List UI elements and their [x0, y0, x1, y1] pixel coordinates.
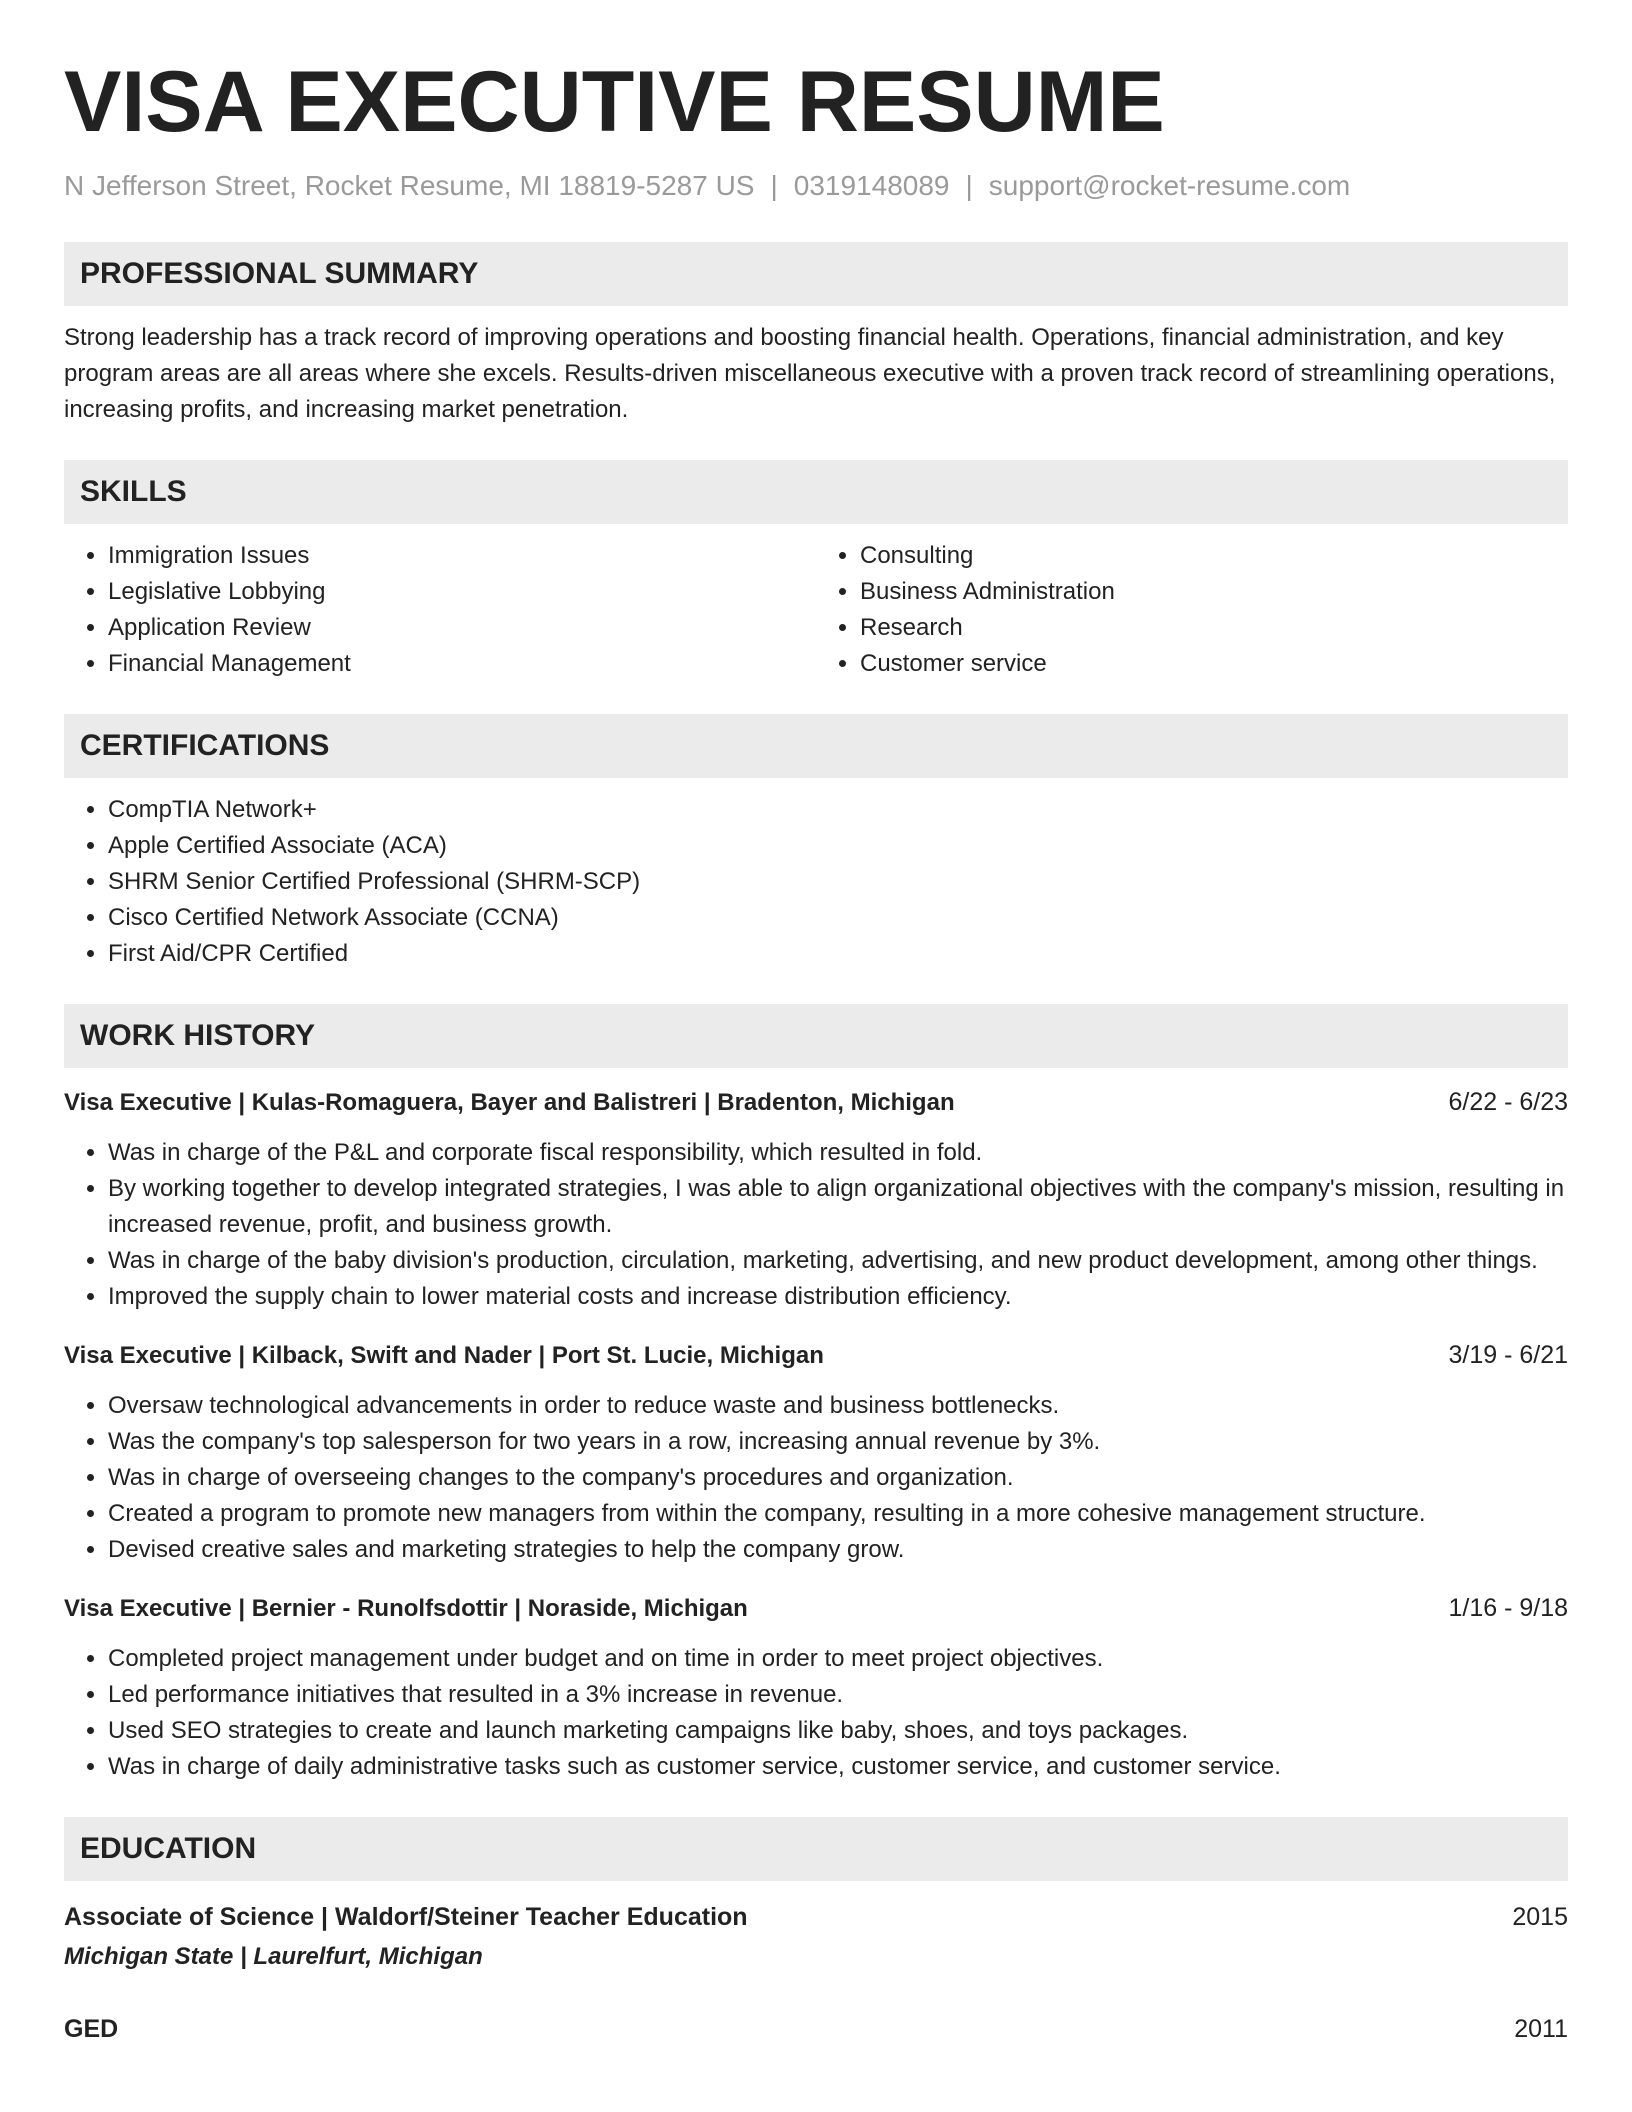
- job-bullets: [64, 1388, 1568, 1568]
- skill-item: • Financial Management: [108, 646, 816, 682]
- job-header: [64, 1590, 1568, 1627]
- skill-item: • Business Administration: [860, 574, 1568, 610]
- contact-separator: |: [770, 170, 778, 201]
- contact-line: [64, 168, 1568, 204]
- contact-email[interactable]: support@rocket-resume.com: [988, 170, 1351, 201]
- education-degree: GED: [64, 2015, 119, 2043]
- job-title: Visa Executive | Kulas-Romaguera, Bayer and Balistreri | Bradenton, Michigan: [64, 1089, 955, 1116]
- job-bullet: • Led performance initiatives that resulted in a 3% increase in revenue.: [108, 1677, 1568, 1713]
- skill-item: • Research: [860, 610, 1568, 646]
- certification-item: • Cisco Certified Network Associate (CCNA): [108, 900, 1568, 936]
- skill-item: • Legislative Lobbying: [108, 574, 816, 610]
- education-year: 2015: [1512, 1903, 1568, 1931]
- job-bullet: • Completed project management under budget and on time in order to meet project objectives.: [108, 1641, 1568, 1677]
- job-bullet: • Oversaw technological advancements in order to reduce waste and business bottlenecks.: [108, 1388, 1568, 1424]
- certification-item: • First Aid/CPR Certified: [108, 936, 1568, 972]
- job-bullets: [64, 1641, 1568, 1785]
- job-bullet: • Was in charge of the P&L and corporate fiscal responsibility, which resulted in fold.: [108, 1135, 1568, 1171]
- certification-item: • SHRM Senior Certified Professional (SHRM-SCP): [108, 864, 1568, 900]
- resume-title: VISA EXECUTIVE RESUME: [64, 54, 1165, 150]
- section-heading-summary: PROFESSIONAL SUMMARY: [64, 242, 1568, 306]
- job-bullet: • Was the company's top salesperson for two years in a row, increasing annual revenue by 3%.: [108, 1424, 1568, 1460]
- certification-item: • Apple Certified Associate (ACA): [108, 828, 1568, 864]
- job-dates: 3/19 - 6/21: [1448, 1341, 1568, 1369]
- section-heading-work-history: WORK HISTORY: [64, 1004, 1568, 1068]
- job-bullet: • By working together to develop integrated strategies, I was able to align organizational objectives with the company's mission, resulting in increased revenue, profit, and business growth.: [108, 1171, 1568, 1243]
- section-heading-certifications: CERTIFICATIONS: [64, 714, 1568, 778]
- job-header: [64, 1337, 1568, 1374]
- contact-phone: 0319148089: [793, 170, 950, 201]
- summary-text: Strong leadership has a track record of improving operations and boosting financial health. Operations, financial administration, and key program areas are all areas where she excels. Results-driven miscellaneous executive with a proven track record of streamlining operations, increasing profits, and increasing market penetration.: [64, 324, 1556, 423]
- job-dates: 1/16 - 9/18: [1448, 1594, 1568, 1622]
- education-header: [64, 1899, 1568, 1935]
- skills-list-left: [64, 538, 816, 682]
- job-bullet: • Was in charge of the baby division's production, circulation, marketing, advertising, and new product development, among other things.: [108, 1243, 1568, 1279]
- job-title: Visa Executive | Bernier - Runolfsdottir | Noraside, Michigan: [64, 1595, 748, 1622]
- job-dates: 6/22 - 6/23: [1448, 1088, 1568, 1116]
- certifications-list: [64, 792, 1568, 972]
- education-header: [64, 2011, 1568, 2047]
- job-bullet: • Created a program to promote new managers from within the company, resulting in a more cohesive management structure.: [108, 1496, 1568, 1532]
- skills-columns: [64, 538, 1568, 682]
- skill-item: • Customer service: [860, 646, 1568, 682]
- education-year: 2011: [1514, 2015, 1568, 2043]
- certification-item: • CompTIA Network+: [108, 792, 1568, 828]
- job-header: [64, 1084, 1568, 1121]
- skill-item: • Consulting: [860, 538, 1568, 574]
- section-heading-education: EDUCATION: [64, 1817, 1568, 1881]
- education-degree: Associate of Science | Waldorf/Steiner Teacher Education: [64, 1903, 748, 1931]
- job-bullet: • Improved the supply chain to lower material costs and increase distribution efficiency.: [108, 1279, 1568, 1315]
- skills-list-right: [816, 538, 1568, 682]
- section-heading-skills: SKILLS: [64, 460, 1568, 524]
- job-bullet: • Used SEO strategies to create and launch marketing campaigns like baby, shoes, and toys packages.: [108, 1713, 1568, 1749]
- job-title: Visa Executive | Kilback, Swift and Nader | Port St. Lucie, Michigan: [64, 1342, 824, 1369]
- skill-item: • Immigration Issues: [108, 538, 816, 574]
- job-bullet: • Devised creative sales and marketing strategies to help the company grow.: [108, 1532, 1568, 1568]
- job-bullet: • Was in charge of overseeing changes to the company's procedures and organization.: [108, 1460, 1568, 1496]
- skill-item: • Application Review: [108, 610, 816, 646]
- job-bullet: • Was in charge of daily administrative tasks such as customer service, customer service, and customer service.: [108, 1749, 1568, 1785]
- education-school: Michigan State | Laurelfurt, Michigan: [64, 1943, 483, 1970]
- job-bullets: [64, 1135, 1568, 1315]
- contact-address: N Jefferson Street, Rocket Resume, MI 18819-5287 US: [64, 170, 755, 201]
- contact-separator: |: [965, 170, 973, 201]
